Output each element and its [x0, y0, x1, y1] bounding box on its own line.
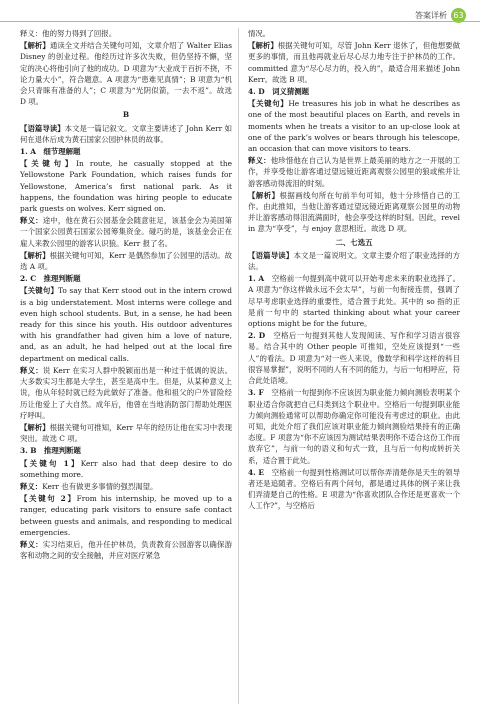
- paragraph: [20, 422, 232, 444]
- paragraph-text: 途中，他在黄石公园基金会随意驻足，该基金会为美国第一个国家公园黄石国家公园筹集资金。碰巧的是，该基金会正在雇人来教公园里的游客认识狼。Kerr 报了名。: [20, 216, 232, 248]
- paragraph-text: 本文是一篇说明文。文章主要介绍了职业选择的方法。: [248, 250, 460, 272]
- paragraph-label: 【解析】: [248, 190, 280, 200]
- paragraph-text: 根据关键句可知，尽管 John Kerr 退休了，但他想要做更多的事情，而且他再就业后尽心尽力地专注于护林员的工作。committed 意为“尽心尽力的，投入的”，最适合用来描述 John Kerr。故选 B 项。: [248, 41, 460, 84]
- paragraph: [20, 215, 232, 249]
- question-heading: [20, 445, 232, 456]
- paragraph-label: 【语篇导读】: [248, 250, 294, 260]
- page-number: 63: [451, 8, 466, 23]
- paragraph-text: 根据画线句所在句前半句可知，他十分珍惜自己的工作。由此推知，当他让游客通过望远镜近距离观察公园里的动物并让游客感动得泪流满面时，他会享受这样的时刻。因此，revel in 意为“享受”，与 enjoy 意思相近。故选 D 项。: [248, 190, 460, 234]
- paragraph-label: 1. A: [248, 274, 272, 284]
- question-heading: [248, 86, 460, 97]
- paragraph-text: 空格前一句提到高中就可以开始考虑未来的职业选择了。A 项意为“你这样做永远不会太早”，与前一句衔接连贯，强调了尽早考虑职业选择的重要性，适合置于此处。其中的 so 指的正是前一句中的 started thinking about what your career options might be for the future。: [248, 274, 460, 329]
- paragraph-text: 说 Kerr 在实习人群中脱颖而出是一种过于低调的说法。大多数实习生都是大学生，甚至是高中生。但是，从某种意义上说，他从年轻时就已经为此做好了准备。他和祖父的户外冒险经历让他爱上了大自然。成年后，他曾在当地消防部门帮助处理医疗呼叫。: [20, 365, 232, 420]
- paragraph: [248, 40, 460, 85]
- header-title: 答案详析: [415, 10, 447, 20]
- header-rule: [0, 21, 480, 22]
- paragraph-label: 【关键句】: [20, 159, 77, 169]
- paragraph-label: 【关键句 2】: [20, 494, 77, 504]
- paragraph-label: 3. F: [248, 388, 272, 398]
- paragraph-text: 1. A 细节理解题: [20, 147, 81, 157]
- paragraph: [20, 365, 232, 421]
- paragraph: [20, 458, 232, 480]
- paragraph-text: 释义：他的努力得到了回报。: [20, 29, 117, 38]
- paragraph: [248, 273, 460, 329]
- paragraph-label: 释义：: [20, 216, 43, 226]
- paragraph-label: 释义：: [20, 365, 43, 375]
- question-heading: [20, 146, 232, 157]
- section-heading: [248, 237, 460, 248]
- paragraph-text: 通读全文并结合关键句可知，文章介绍了 Walter Elias Disney 的创业过程。他经历过许多次失败，但仍坚持不懈，坚定的决心将他引向了他的成功。D 项意为“大业成于百折不挠，不论力量大小”，符合题意。A 项意为“患难见真情”；B 项意为“机会只青睐有准备的人”；C 项意为“光阴似箭，一去不返”。故选 D 项。: [20, 41, 232, 107]
- paragraph: [248, 330, 460, 386]
- paragraph-text: He treasures his job in what he describes as one of the most beautiful places on Earth, and revels in moments when he treats a visitor to an up-close look at one of the park’s wolves or bears through his telescope, an occasion that can move visitors to tears.: [248, 99, 460, 154]
- paragraph: [20, 285, 232, 363]
- paragraph: [248, 467, 460, 512]
- paragraph: [20, 481, 232, 492]
- paragraph: [248, 155, 460, 189]
- paragraph-text: From his internship, he moved up to a ranger, educating park visitors to ensure safe contact between guests and animals, and responding to medical emergencies.: [20, 494, 232, 537]
- paragraph: [248, 387, 460, 465]
- paragraph-text: Kerr also had that deep desire to do something more.: [20, 458, 232, 479]
- paragraph-text: 空格前一句提到你不应该因为职业能力倾向测验表明某个职业适合你就把自己归类到这个职业中。空格后一句提到职业能力倾向测验通常可以帮助你确定你可能没有考虑过的职业。由此可知，此处介绍了我们应该对职业能力倾向测验结果持有的正确态度。F 项意为“你不应该因为测试结果表明你不适合这份工作而放弃它”，与前一句的语义和句式一致，且与后一句构成转折关系，适合置于此处。: [248, 388, 460, 465]
- paragraph-label: 释义：: [20, 481, 43, 491]
- paragraph: [20, 40, 232, 107]
- paragraph-label: 【解析】: [248, 41, 278, 51]
- paragraph-text: In route, he casually stopped at the Yellowstone Park Foundation, which raises funds for Yellowstone, America’s first national park. As it happens, the foundation was hiring people to educate park guests on wolves. Kerr signed on.: [20, 159, 232, 214]
- paragraph-text: 根据关键句可知，Kerr 是偶然参加了公园里的活动。故选 A 项。: [20, 250, 232, 272]
- section-heading: [20, 109, 232, 120]
- paragraph: [248, 250, 460, 272]
- paragraph-label: 【关键句 1】: [20, 458, 81, 468]
- paragraph-label: 释义：: [248, 156, 271, 166]
- paragraph-text: 情况。: [248, 29, 271, 38]
- paragraph-text: 空格后一句提到其他人发现阅读、写作和学习语言很容易。结合其中的 Other people 可推知，空处应该提到“一些人”的看法。D 项意为“对一些人来说，像数学和科学这样的科目很容易掌握”，说明不同的人有不同的能力，与后一句相呼应，符合此处语境。: [248, 331, 460, 386]
- paragraph-text: 根据关键句可推知，Kerr 早年的经历让他在实习中表现突出。故选 C 项。: [20, 422, 232, 444]
- column-divider: [238, 28, 239, 704]
- paragraph-label: 释义：: [20, 539, 43, 549]
- paragraph: [20, 123, 232, 145]
- paragraph-text: 二、七选五: [335, 237, 373, 247]
- paragraph: [20, 28, 232, 39]
- paragraph: [20, 158, 232, 214]
- paragraph-label: 2. D: [248, 331, 274, 341]
- left-column: [20, 28, 232, 562]
- paragraph: [248, 190, 460, 235]
- paragraph-text: B: [122, 110, 130, 120]
- paragraph-text: To say that Kerr stood out in the intern crowd is a big understatement. Most interns were college and even high school students. But, in a sense, he had been ready for this since his youth. His outdoor adventures with his grandfather had given him a love of nature, and, as an adult, he had helped out at the local fire department on medical calls.: [20, 286, 232, 363]
- paragraph-text: 他珍惜他在自己认为是世界上最美丽的地方之一开展的工作，并享受他让游客通过望远镜近距离观察公园里的狼或熊并让游客感动得流泪的时刻。: [248, 156, 460, 188]
- paragraph-text: 3. B 推理判断题: [20, 446, 81, 456]
- paragraph: [248, 28, 460, 39]
- paragraph-label: 【解析】: [20, 41, 50, 51]
- paragraph-text: 实习结束后，他升任护林员，负责教育公园游客以确保游客和动物之间的安全接触，并应对医疗紧急: [20, 539, 232, 561]
- paragraph: [20, 539, 232, 561]
- paragraph: [20, 250, 232, 272]
- paragraph: [248, 98, 460, 154]
- paragraph-label: 【关键句】: [20, 286, 59, 296]
- paragraph-label: 【语篇导读】: [20, 123, 65, 133]
- paragraph-text: 空格前一句提到性格测试可以帮你弄清楚你是天生的领导者还是追随者。空格后有两个问句，都是通过具体的例子来让我们弄清楚自己的性格。E 项意为“你喜欢团队合作还是更喜欢一个人工作?”，与空格后: [248, 467, 460, 511]
- paragraph-label: 4. E: [248, 467, 272, 477]
- paragraph-text: Kerr 也有做更多事情的强烈渴望。: [42, 481, 158, 491]
- paragraph-label: 【关键句】: [248, 99, 289, 109]
- paragraph-label: 【解析】: [20, 250, 50, 260]
- paragraph-text: 4. D 词义猜测题: [248, 87, 310, 97]
- paragraph-text: 2. C 推理判断题: [20, 274, 81, 284]
- paragraph: [20, 493, 232, 538]
- paragraph-text: 本文是一篇记叙文。文章主要讲述了 John Kerr 如何在退休后成为黄石国家公园护林员的故事。: [20, 123, 232, 144]
- right-column: [248, 28, 460, 513]
- paragraph-label: 【解析】: [20, 422, 50, 432]
- question-heading: [20, 273, 232, 284]
